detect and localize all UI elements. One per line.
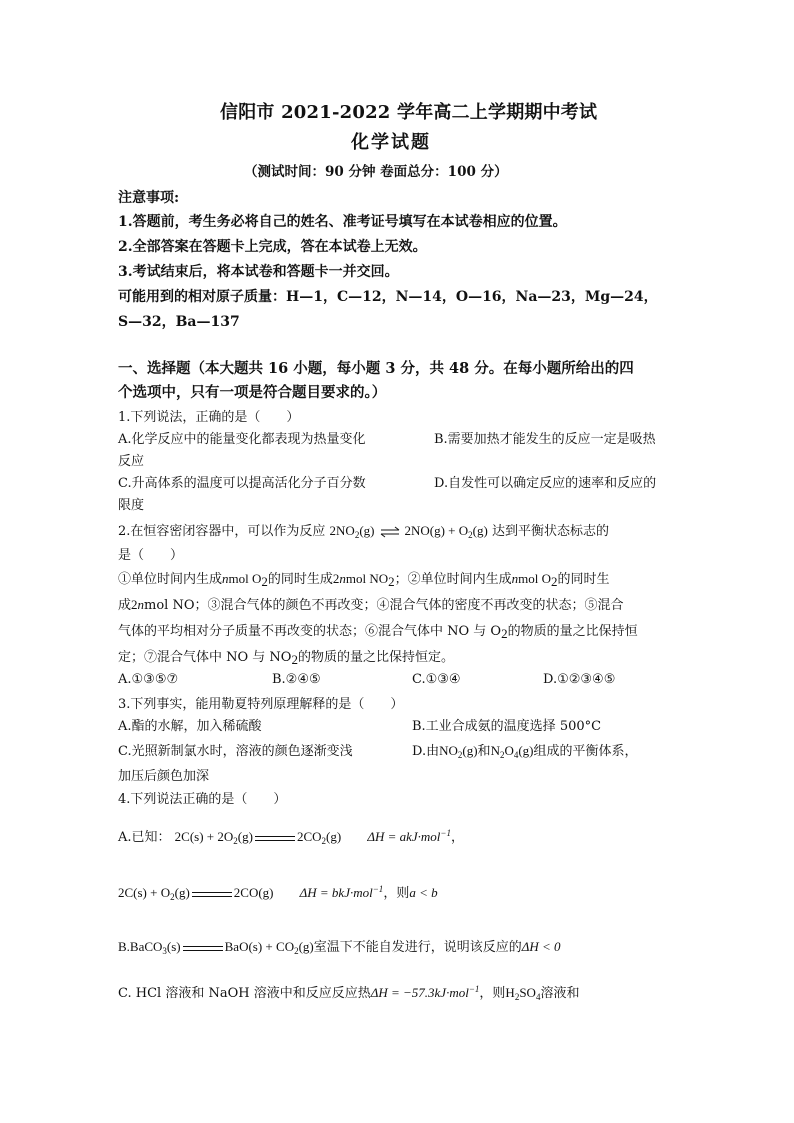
q2-c2-pre: 成 <box>118 598 132 613</box>
exam-meta: （测试时间：90 分钟 卷面总分：100 分） <box>244 164 508 180</box>
q2-c1-next: ；②单位时间内生成 <box>394 572 512 587</box>
q4-b-compare: ΔH < 0 <box>521 939 561 954</box>
reversible-arrow-icon <box>379 525 401 539</box>
q2-option-c: C.①③④ <box>412 672 461 687</box>
q2-stem-prefix: 2.在恒容密闭容器中，可以作为反应 <box>118 524 326 539</box>
equals-sign-icon <box>255 836 295 841</box>
q4-c-pre: C. HCl 溶液和 NaOH 溶液中和反应反应热 <box>118 986 371 1001</box>
var-2n: 2n <box>332 571 346 586</box>
var-n: n <box>511 571 519 586</box>
q1-option-a: A.化学反应中的能量变化都表现为热量变化 <box>118 432 366 447</box>
atomic-mass-line-2: S—32，Ba—137 <box>118 314 240 330</box>
var-n: n <box>222 571 229 586</box>
q2-c4-end: 的物质的量之比保持恒定。 <box>297 650 454 665</box>
notes-item-3: 3.考试结束后，将本试卷和答题卡一并交回。 <box>118 264 399 280</box>
q3-option-b: B.工业合成氨的温度选择 500°C <box>412 719 602 734</box>
section-1-heading-line-1: 一、选择题（本大题共 16 小题，每小题 3 分，共 48 分。在每小题所给出的四 <box>118 360 634 377</box>
q2-c1-no: mol NO <box>345 571 389 586</box>
q3-option-c: C.光照新制氯水时，溶液的颜色逐渐变浅 <box>118 744 353 759</box>
q2-conditions-line-2 <box>118 594 624 613</box>
exam-title: 信阳市 2021-2022 学年高二上学期期中考试 <box>220 102 598 123</box>
formula-no2: $NO_2(g)$ <box>439 743 478 760</box>
q4-option-a-line-2 <box>118 882 438 902</box>
q4-b-pre: B. <box>118 939 130 954</box>
q1-option-b-cont: 反应 <box>118 454 145 469</box>
q1-option-d: D.自发性可以确定反应的速率和反应的 <box>434 476 657 491</box>
q4-a-equation-1: $2C(s) + 2O_2(g)$ $2CO_2(g)$ <box>174 829 342 846</box>
equals-sign-icon <box>192 892 232 897</box>
q2-option-a: A.①③⑤⑦ <box>118 672 179 687</box>
formula-n2o4: $N_2O_4(g)$ <box>490 743 534 760</box>
q4-a2-dh: ΔH = bkJ·mol$^{-1}$ <box>299 884 384 900</box>
q2-stem-cont: 是（ ） <box>118 548 184 563</box>
notes-heading: 注意事项: <box>118 190 180 206</box>
q4-option-b <box>118 936 561 956</box>
q4-a-pre: A.已知： <box>118 830 171 845</box>
q4-c-post: ，则 <box>479 986 506 1001</box>
section-1-heading-line-2: 个选项中，只有一项是符合题目要求的。） <box>118 384 387 401</box>
q3-d-post: 组成的平衡体系， <box>533 744 638 759</box>
sub-2: 2 <box>291 652 298 667</box>
sub-2: 2 <box>261 574 268 589</box>
q2-c4-text: 定；⑦混合气体中 NO 与 NO <box>118 650 292 665</box>
atomic-mass-line-1: 可能用到的相对原子质量：H—1，C—12，N—14，O—16，Na—23，Mg—24， <box>118 289 658 305</box>
q1-option-d-cont: 限度 <box>118 498 145 513</box>
q2-c3-text: 气体的平均相对分子质量不再改变的状态；⑥混合气体中 NO 与 O <box>118 624 502 639</box>
sub-2: 2 <box>388 574 395 589</box>
q2-stem-suffix: 达到平衡状态标志的 <box>491 524 609 539</box>
formula-h2so4: $H_2SO_4$ <box>505 985 541 1002</box>
q4-c-end: 溶液和 <box>540 986 580 1001</box>
q4-b-post: 室温下不能自发进行，说明该反应的 <box>313 940 522 955</box>
q2-c2-text: mol NO；③混合气体的颜色不再改变；④混合气体的密度不再改变的状态；⑤混合 <box>144 598 624 613</box>
q1-stem: 1.下列说法，正确的是（ ） <box>118 410 300 425</box>
q4-a-comma: ， <box>451 830 465 845</box>
exam-subtitle: 化学试题 <box>351 132 431 153</box>
notes-item-2: 2.全部答案在答题卡上完成，答在本试卷上无效。 <box>118 239 427 255</box>
q4-a2-dh-text: ΔH = bkJ·mol <box>299 885 373 900</box>
q2-stem <box>118 520 609 540</box>
q3-option-d-cont: 加压后颜色加深 <box>118 769 210 784</box>
equals-sign-icon <box>183 946 223 951</box>
q3-option-a: A.酯的水解，加入稀硫酸 <box>118 719 262 734</box>
q4-b-equation: BaCO$_3$(s) $BaO(s) + CO_2(g)$ <box>129 939 314 956</box>
q3-stem: 3.下列事实，能用勒夏特列原理解释的是（ ） <box>118 697 404 712</box>
var-2n: 2n <box>131 597 145 612</box>
q3-d-mid: 和 <box>477 744 491 759</box>
q2-c1-mid: 的同时生成 <box>267 572 333 587</box>
q2-option-d: D.①②③④⑤ <box>543 672 616 687</box>
q4-a2-compare: a < b <box>409 885 438 900</box>
notes-item-1: 1.答题前，考生务必将自己的姓名、准考证号填写在本试卷相应的位置。 <box>118 214 567 230</box>
q2-conditions-line-4 <box>118 646 454 668</box>
q4-option-a <box>118 826 464 846</box>
q3-d-pre: D.由 <box>412 744 440 759</box>
q2-option-b: B.②④⑤ <box>272 672 321 687</box>
q4-stem: 4.下列说法正确的是（ ） <box>118 792 287 807</box>
q2-c1-o2: mol O <box>228 571 262 586</box>
sub-2: 2 <box>551 574 558 589</box>
q4-a-dh: ΔH = akJ·mol$^{-1}$ <box>367 828 451 844</box>
q1-option-c: C.升高体系的温度可以提高活化分子百分数 <box>118 476 366 491</box>
q2-reaction: $2NO_2(g) 2NO(g) + O_2(g)$ <box>329 523 488 540</box>
q4-a2-post: ，则 <box>383 886 410 901</box>
q2-c1-text: ①单位时间内生成 <box>118 572 223 587</box>
q4-option-c <box>118 982 579 1002</box>
q4-c-dh-text: ΔH = −57.3kJ·mol <box>370 985 469 1000</box>
q4-a-equation-2: $2C(s) + O_2(g)$ 2CO(g) <box>118 885 274 902</box>
sub-2: 2 <box>501 626 508 641</box>
q2-c1-end: 的同时生 <box>557 572 610 587</box>
q2-conditions-line-1 <box>118 568 610 590</box>
q2-c3-end: 的物质的量之比保持恒 <box>507 624 638 639</box>
q3-option-d <box>412 740 638 760</box>
q2-c1-o2b: mol O <box>518 571 552 586</box>
q2-conditions-line-3 <box>118 620 638 642</box>
q1-option-b: B.需要加热才能发生的反应一定是吸热 <box>434 432 656 447</box>
q4-a-dh-text: ΔH = akJ·mol <box>367 829 441 844</box>
q4-c-dh: ΔH = −57.3kJ·mol$^{-1}$ <box>370 984 480 1000</box>
